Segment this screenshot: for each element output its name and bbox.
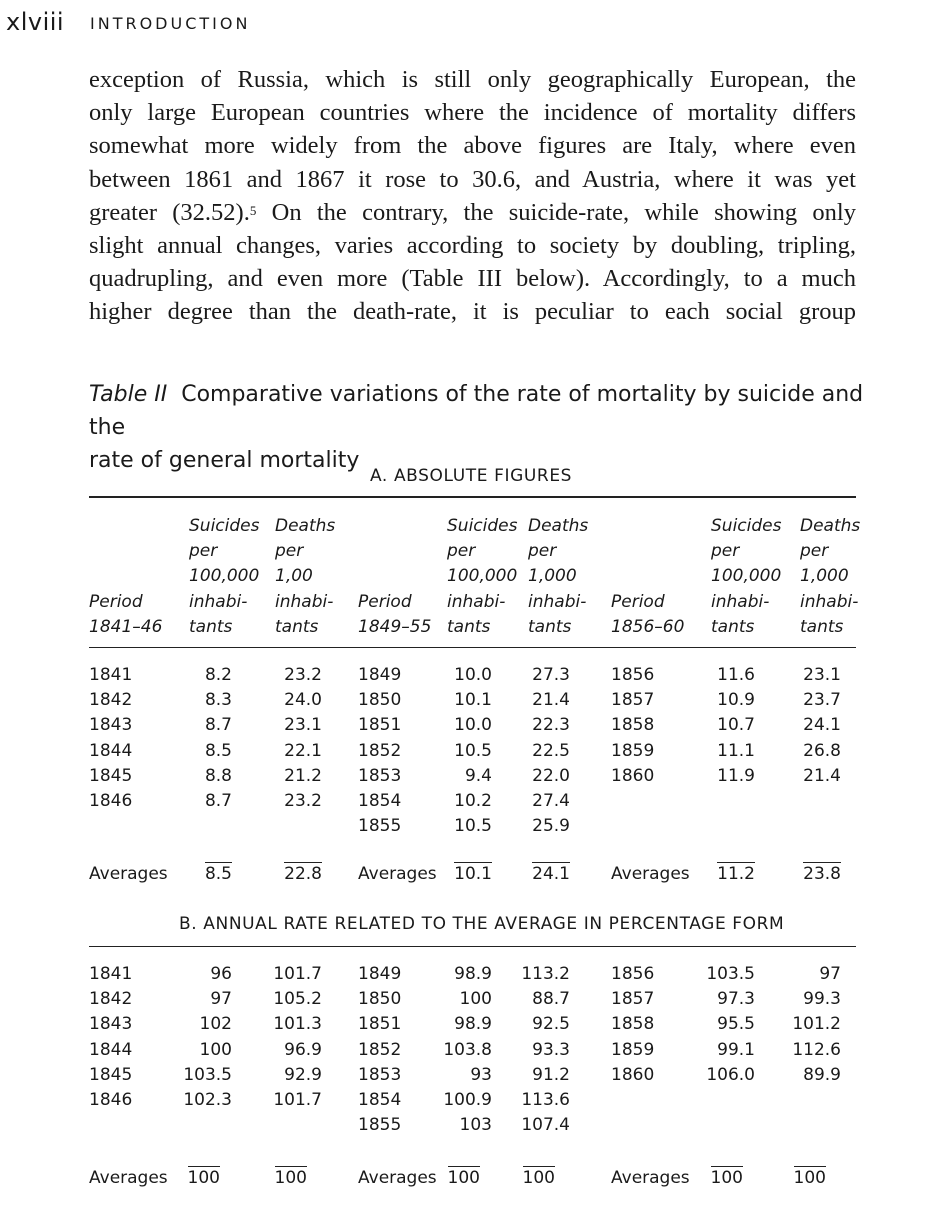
year-cell: 1856 [611,964,655,984]
suicides-percent: 102 [199,1014,232,1035]
suicides-header-line: inhabi- [711,591,770,612]
average-deaths-value: 24.1 [532,864,570,884]
suicides-value: 10.5 [454,816,492,837]
deaths-value: 22.0 [532,765,570,786]
body-line: between 1861 and 1867 it rose to 30.6, and Austria, where it was yet [89,165,856,193]
deaths-header-line: inhabi- [528,591,587,612]
deaths-value: 22.1 [284,740,322,761]
average-suicides-percent-value: 100 [187,1168,220,1188]
year-cell: 1856 [611,665,655,685]
average-deaths [370,864,570,884]
header-rule [89,647,856,648]
deaths-value: 22.5 [532,740,570,761]
year-cell: 1842 [89,989,133,1010]
deaths-value: 21.4 [803,765,841,786]
year-cell: 1859 [611,1039,655,1060]
deaths-header-line: per [275,541,304,562]
suicides-value: 10.5 [454,740,492,761]
suicides-percent: 100 [459,989,492,1010]
deaths-percent: 97 [819,964,841,984]
body-line: slight annual changes, varies according to society by doubling, tripling, [89,231,856,259]
year-cell: 1853 [358,1064,402,1085]
period-header [358,590,431,640]
average-deaths-value: 23.8 [803,864,841,884]
deaths-value: 21.4 [532,690,570,711]
suicides-header-line: tants [711,616,755,637]
year-cell: 1855 [358,1115,402,1136]
suicides-value: 8.3 [204,690,232,711]
period-header [89,590,162,640]
deaths-percent: 105.2 [273,989,322,1010]
average-suicides-percent-value: 100 [710,1168,743,1188]
suicides-percent: 102.3 [183,1090,232,1110]
year-cell: 1846 [89,791,133,811]
year-cell: 1859 [611,740,655,761]
deaths-percent: 88.7 [532,989,570,1010]
body-paragraph [89,63,856,329]
deaths-percent: 89.9 [803,1064,841,1085]
deaths-percent: 96.9 [284,1039,322,1060]
deaths-percent: 93.3 [532,1039,570,1060]
suicides-header-line: tants [189,616,233,637]
deaths-header-line: inhabi- [275,591,334,612]
section-b-rule [89,946,856,947]
suicides-percent: 93 [470,1064,492,1085]
deaths-percent: 101.2 [792,1014,841,1035]
period-header-line: 1841–46 [89,616,163,637]
suicides-percent: 103.5 [183,1064,232,1085]
deaths-header-line: 1,000 [800,566,849,587]
year-cell: 1843 [89,715,133,736]
year-cell: 1860 [611,765,655,786]
average-suicides-value: 11.2 [717,864,755,884]
deaths-value: 23.2 [284,791,322,811]
body-line-part: On the contrary, the suicide-rate, while showing only [256,198,856,226]
deaths-header [528,514,588,640]
suicides-percent: 103.8 [443,1039,492,1060]
suicides-value: 8.8 [204,765,232,786]
suicides-percent: 95.5 [717,1014,755,1035]
suicides-header-line: per [447,541,476,562]
suicides-value: 8.5 [204,740,232,761]
average-deaths-percent [355,1168,555,1188]
deaths-value: 23.7 [803,690,841,711]
deaths-value: 23.1 [803,665,841,685]
suicides-value: 10.7 [717,715,755,736]
table-label: Table II [89,382,168,407]
year-cell: 1849 [358,665,402,685]
deaths-value: 21.2 [284,765,322,786]
suicides-percent: 103.5 [706,964,755,984]
suicides-percent: 96 [210,964,232,984]
deaths-percent: 99.3 [803,989,841,1010]
suicides-value: 11.6 [717,665,755,685]
deaths-value: 27.3 [532,665,570,685]
suicides-header [711,514,781,640]
period-header-line: Period [89,591,143,612]
year-cell: 1844 [89,1039,133,1060]
deaths-percent: 91.2 [532,1064,570,1085]
deaths-value: 24.0 [284,690,322,711]
averages-label: Averages [89,864,168,884]
deaths-header-line: Deaths [528,515,589,536]
deaths-header-line: per [800,541,829,562]
deaths-header [800,514,860,640]
suicides-value: 11.1 [717,740,755,761]
deaths-percent: 92.9 [284,1064,322,1085]
body-line: quadrupling, and even more (Table III below). Accordingly, to a much [89,265,856,293]
body-line: somewhat more widely from the above figures are Italy, where even [89,132,856,160]
deaths-header-line: tants [800,616,844,637]
suicides-percent: 97 [210,989,232,1010]
deaths-percent: 113.2 [521,964,570,984]
year-cell: 1851 [358,715,402,736]
suicides-header-line: 100,000 [711,566,782,587]
suicides-percent: 97.3 [717,989,755,1010]
average-deaths-percent-value: 100 [793,1168,826,1188]
deaths-header-line: 1,00 [275,566,313,587]
footnote-ref: 5 [249,202,257,218]
average-deaths-percent-value: 100 [274,1168,307,1188]
deaths-header-line: Deaths [275,515,336,536]
suicides-percent: 100.9 [443,1090,492,1110]
caption-line: rate of general mortality [89,448,360,473]
year-cell: 1860 [611,1064,655,1085]
deaths-value: 22.3 [532,715,570,736]
suicides-header-line: Suicides [711,515,782,536]
deaths-value: 23.1 [284,715,322,736]
suicides-header-line: per [189,541,218,562]
averages-label: Averages [611,1168,690,1188]
deaths-value: 27.4 [532,791,570,811]
suicides-header-line: tants [447,616,491,637]
average-suicides-value: 10.1 [454,864,492,884]
caption-line: Comparative variations of the rate of mortality by suicide and the [89,382,864,440]
body-line: exception of Russia, which is still only geographically European, the [89,66,856,93]
suicides-value: 10.1 [454,690,492,711]
average-suicides-value: 8.5 [204,864,232,884]
suicides-header-line: 100,000 [447,566,518,587]
period-header-line: Period [611,591,665,612]
suicides-value: 10.2 [454,791,492,811]
suicides-percent: 106.0 [706,1064,755,1085]
period-header [611,590,684,640]
deaths-percent: 92.5 [532,1014,570,1035]
deaths-percent: 101.3 [273,1014,322,1035]
year-cell: 1855 [358,816,402,837]
page-number: xlviii [6,8,65,36]
year-cell: 1846 [89,1090,133,1110]
year-cell: 1852 [358,740,402,761]
suicides-value: 11.9 [717,765,755,786]
deaths-value: 23.2 [284,665,322,685]
average-deaths-value: 22.8 [284,864,322,884]
body-line [89,196,856,229]
suicides-percent: 98.9 [454,964,492,984]
average-deaths-percent-value: 100 [522,1168,555,1188]
deaths-percent: 112.6 [792,1039,841,1060]
period-header-line: Period [358,591,412,612]
suicides-header-line: per [711,541,740,562]
deaths-header-line: per [528,541,557,562]
table-top-rule [89,496,856,498]
average-suicides-percent-value: 100 [447,1168,480,1188]
deaths-header [275,514,335,640]
average-deaths-percent [626,1168,826,1188]
year-cell: 1841 [89,665,133,685]
section-a-title: A. ABSOLUTE FIGURES [370,466,573,486]
year-cell: 1841 [89,964,133,984]
average-deaths [641,864,841,884]
suicides-value: 8.2 [204,665,232,685]
suicides-percent: 103 [459,1115,492,1136]
suicides-value: 8.7 [204,791,232,811]
year-cell: 1849 [358,964,402,984]
suicides-value: 10.0 [454,715,492,736]
suicides-value: 9.4 [464,765,492,786]
year-cell: 1857 [611,989,655,1010]
year-cell: 1844 [89,740,133,761]
body-line-part: greater (32.52). [89,198,250,226]
period-header-line: 1849–55 [358,616,432,637]
year-cell: 1852 [358,1039,402,1060]
deaths-percent: 101.7 [273,964,322,984]
deaths-value: 24.1 [803,715,841,736]
year-cell: 1842 [89,690,133,711]
body-line: only large European countries where the incidence of mortality differs [89,99,856,127]
suicides-value: 10.0 [454,665,492,685]
year-cell: 1845 [89,1064,133,1085]
year-cell: 1843 [89,1014,133,1035]
deaths-percent: 113.6 [521,1090,570,1110]
year-cell: 1853 [358,765,402,786]
year-cell: 1854 [358,1090,402,1110]
year-cell: 1857 [611,690,655,711]
suicides-header-line: inhabi- [447,591,506,612]
suicides-header [447,514,517,640]
averages-label: Averages [358,864,437,884]
suicides-header-line: Suicides [189,515,260,536]
suicides-header-line: 100,000 [189,566,260,587]
suicides-header-line: Suicides [447,515,518,536]
suicides-percent: 99.1 [717,1039,755,1060]
deaths-percent: 101.7 [273,1090,322,1110]
averages-label: Averages [358,1168,437,1188]
year-cell: 1850 [358,690,402,711]
deaths-percent: 107.4 [521,1115,570,1136]
averages-label: Averages [611,864,690,884]
deaths-header-line: inhabi- [800,591,859,612]
average-deaths-percent [107,1168,307,1188]
deaths-header-line: tants [528,616,572,637]
deaths-value: 26.8 [803,740,841,761]
suicides-header-line: inhabi- [189,591,248,612]
running-head: INTRODUCTION [90,14,251,33]
year-cell: 1854 [358,791,402,811]
deaths-header-line: Deaths [800,515,861,536]
table-caption [89,378,869,477]
body-line: higher degree than the death-rate, it is peculiar to each social group [89,298,856,326]
suicides-header [189,514,259,640]
suicides-value: 8.7 [204,715,232,736]
deaths-header-line: tants [275,616,319,637]
suicides-percent: 100 [199,1039,232,1060]
section-b-title: B. ANNUAL RATE RELATED TO THE AVERAGE IN PERCENTAGE FORM [179,914,785,934]
deaths-value: 25.9 [532,816,570,837]
year-cell: 1858 [611,1014,655,1035]
suicides-percent: 98.9 [454,1014,492,1035]
year-cell: 1850 [358,989,402,1010]
year-cell: 1851 [358,1014,402,1035]
deaths-header-line: 1,000 [528,566,577,587]
averages-label: Averages [89,1168,168,1188]
period-header-line: 1856–60 [611,616,685,637]
suicides-value: 10.9 [717,690,755,711]
year-cell: 1858 [611,715,655,736]
year-cell: 1845 [89,765,133,786]
